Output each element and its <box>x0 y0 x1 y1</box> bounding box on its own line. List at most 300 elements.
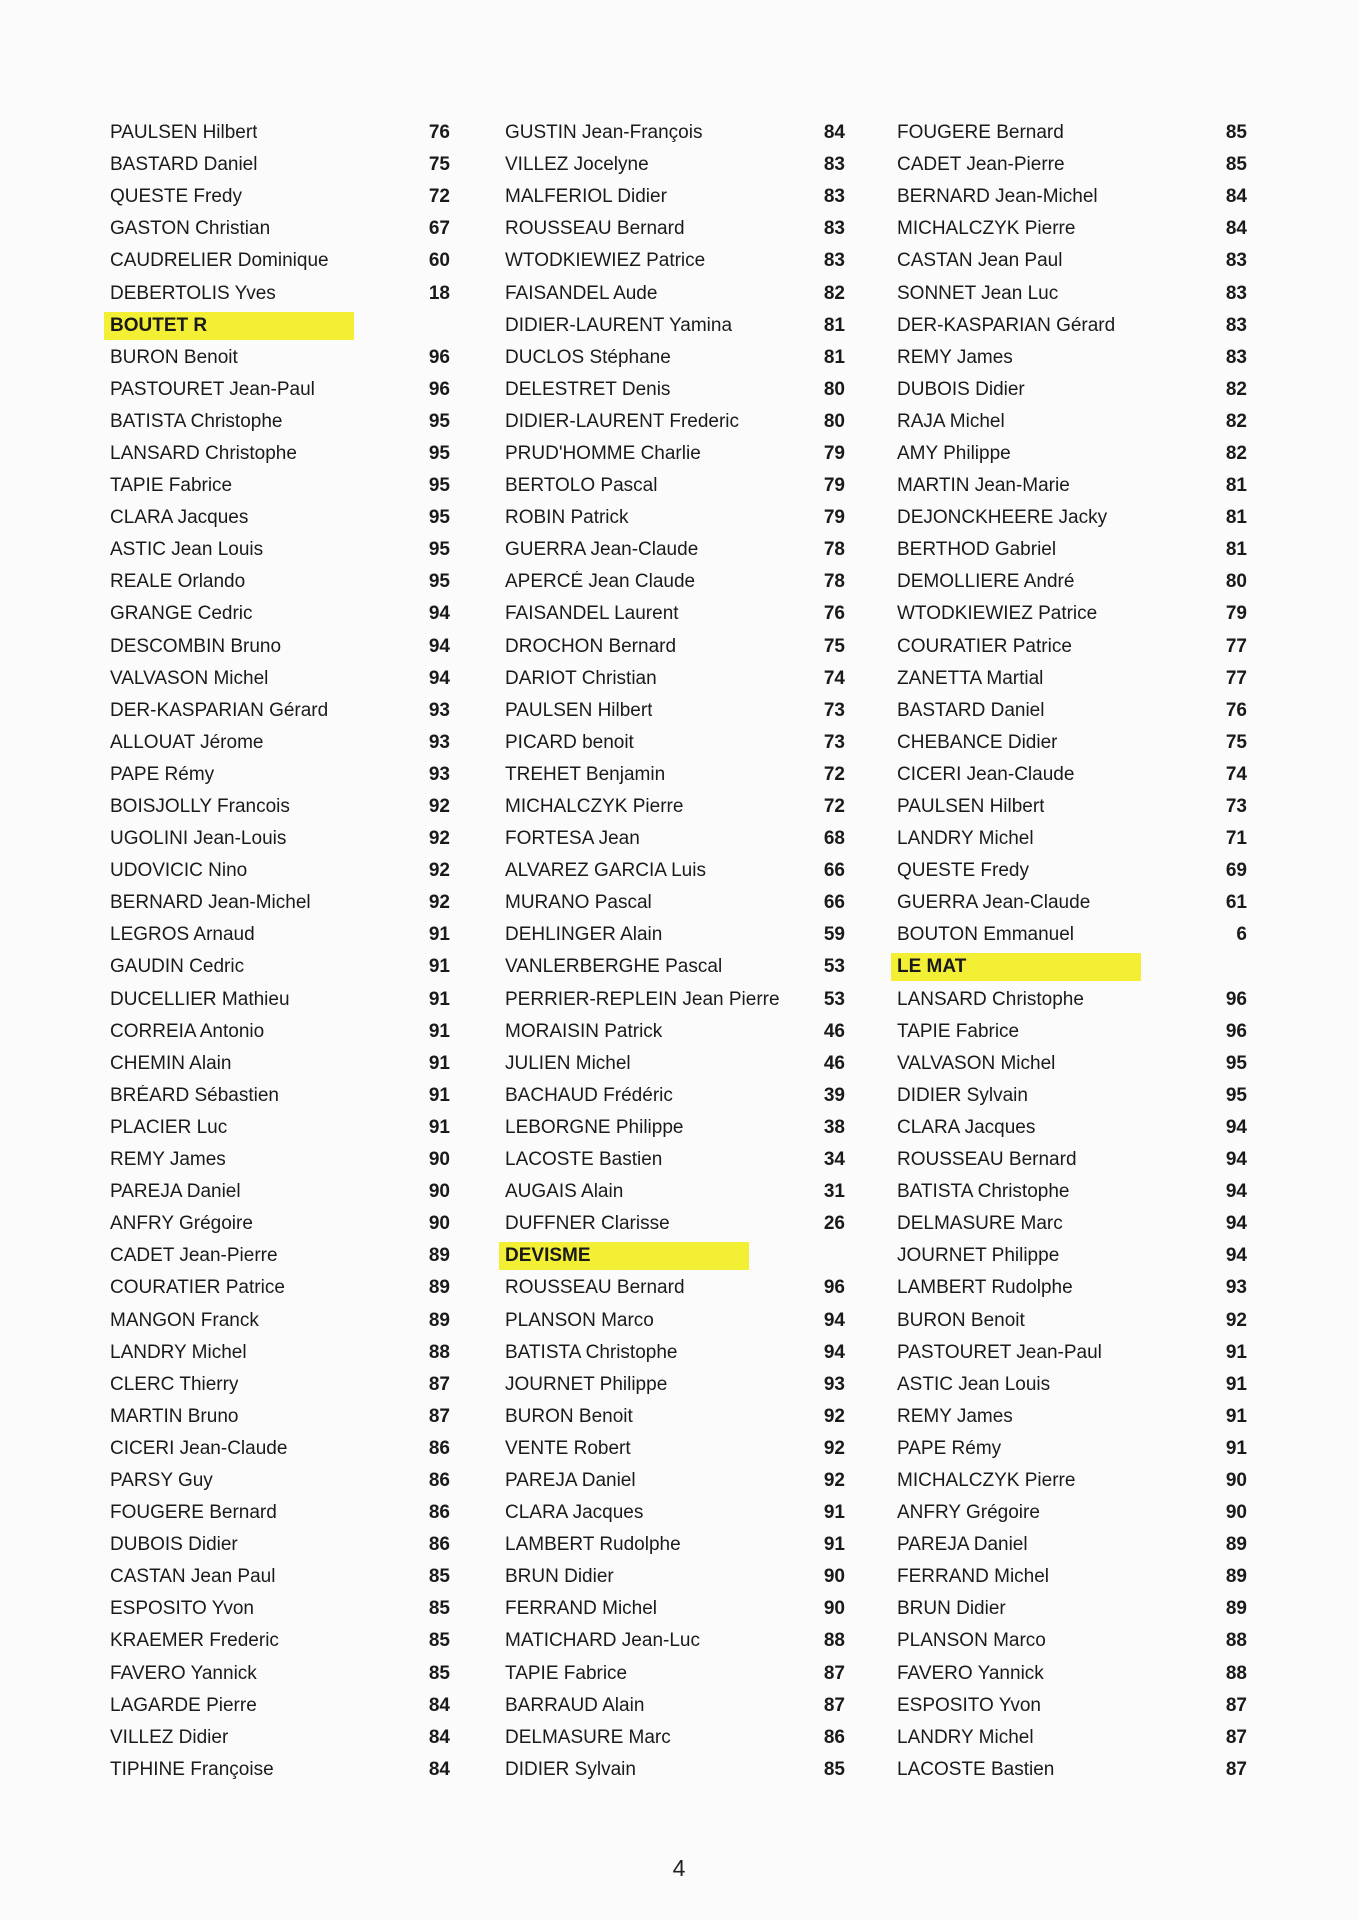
player-name: DEJONCKHEERE Jacky <box>897 507 1108 529</box>
player-name: ESPOSITO Yvon <box>110 1598 254 1620</box>
result-row <box>110 181 450 213</box>
result-row <box>110 855 450 887</box>
player-name: ZANETTA Martial <box>897 667 1044 689</box>
result-row <box>505 277 845 309</box>
result-row <box>505 727 845 759</box>
player-name: VILLEZ Didier <box>110 1726 229 1748</box>
result-row <box>897 117 1247 149</box>
player-name: PLANSON Marco <box>505 1309 654 1331</box>
player-name: CLARA Jacques <box>505 1502 644 1524</box>
player-name: CASTAN Jean Paul <box>110 1566 276 1588</box>
player-name: VALVASON Michel <box>897 1052 1056 1074</box>
result-row <box>897 919 1247 951</box>
group-header-label: DEVISME <box>499 1242 749 1270</box>
player-score: 90 <box>428 1181 450 1203</box>
result-row <box>505 566 845 598</box>
result-row <box>897 631 1247 663</box>
result-row <box>897 470 1247 502</box>
player-score: 84 <box>428 1758 450 1780</box>
player-name: PAULSEN Hilbert <box>505 699 653 721</box>
player-score: 72 <box>428 186 450 208</box>
player-score: 87 <box>1225 1758 1247 1780</box>
player-name: REMY James <box>897 1405 1013 1427</box>
result-row <box>110 1144 450 1176</box>
player-score: 84 <box>1225 186 1247 208</box>
result-row <box>110 1112 450 1144</box>
result-row <box>897 342 1247 374</box>
player-name: LAMBERT Rudolphe <box>505 1534 681 1556</box>
player-score: 67 <box>428 218 450 240</box>
player-name: BATISTA Christophe <box>897 1181 1070 1203</box>
player-score: 90 <box>823 1598 845 1620</box>
player-score: 85 <box>428 1662 450 1684</box>
player-score: 94 <box>1225 1149 1247 1171</box>
player-score: 80 <box>823 378 845 400</box>
player-name: BACHAUD Frédéric <box>505 1084 673 1106</box>
player-name: REMY James <box>110 1149 226 1171</box>
player-name: GUERRA Jean-Claude <box>505 539 699 561</box>
player-score: 88 <box>1225 1662 1247 1684</box>
player-score: 90 <box>1225 1469 1247 1491</box>
result-row <box>110 631 450 663</box>
player-name: VENTE Robert <box>505 1437 631 1459</box>
player-name: MALFERIOL Didier <box>505 186 667 208</box>
result-row <box>110 1208 450 1240</box>
player-score: 82 <box>1225 442 1247 464</box>
player-score: 96 <box>428 378 450 400</box>
result-row <box>110 663 450 695</box>
player-name: LANDRY Michel <box>897 828 1034 850</box>
result-row <box>110 374 450 406</box>
player-score: 6 <box>1236 924 1247 946</box>
result-row <box>897 1144 1247 1176</box>
player-score: 89 <box>428 1309 450 1331</box>
result-row <box>110 919 450 951</box>
player-score: 91 <box>428 924 450 946</box>
player-name: VILLEZ Jocelyne <box>505 154 649 176</box>
result-row <box>897 149 1247 181</box>
player-score: 96 <box>823 1277 845 1299</box>
player-score: 94 <box>823 1309 845 1331</box>
player-name: CADET Jean-Pierre <box>110 1245 278 1267</box>
player-score: 91 <box>1225 1341 1247 1363</box>
result-row <box>110 117 450 149</box>
player-name: PRUD'HOMME Charlie <box>505 442 701 464</box>
player-score: 77 <box>1225 635 1247 657</box>
player-name: BERNARD Jean-Michel <box>897 186 1098 208</box>
player-name: WTODKIEWIEZ Patrice <box>505 250 706 272</box>
player-name: BRÉARD Sébastien <box>110 1084 279 1106</box>
result-row <box>110 438 450 470</box>
result-row <box>505 791 845 823</box>
player-name: UDOVICIC Nino <box>110 860 248 882</box>
player-score: 95 <box>428 539 450 561</box>
result-row <box>897 1529 1247 1561</box>
player-name: QUESTE Fredy <box>897 860 1029 882</box>
player-name: BURON Benoit <box>897 1309 1025 1331</box>
player-score: 79 <box>823 507 845 529</box>
result-row <box>505 663 845 695</box>
player-score: 83 <box>823 218 845 240</box>
player-score: 84 <box>428 1694 450 1716</box>
player-score: 91 <box>428 1052 450 1074</box>
player-name: FERRAND Michel <box>505 1598 658 1620</box>
player-name: GASTON Christian <box>110 218 271 240</box>
player-score: 93 <box>428 699 450 721</box>
player-score: 91 <box>428 1084 450 1106</box>
player-score: 85 <box>1225 122 1247 144</box>
player-name: PASTOURET Jean-Paul <box>897 1341 1102 1363</box>
player-name: GRANGE Cedric <box>110 603 253 625</box>
player-name: LEBORGNE Philippe <box>505 1116 684 1138</box>
player-name: BRUN Didier <box>505 1566 614 1588</box>
player-score: 83 <box>823 154 845 176</box>
result-row <box>505 1176 845 1208</box>
player-name: MICHALCZYK Pierre <box>897 218 1076 240</box>
player-name: ANFRY Grégoire <box>897 1502 1040 1524</box>
player-name: DUFFNER Clarisse <box>505 1213 670 1235</box>
player-name: ALVAREZ GARCIA Luis <box>505 860 706 882</box>
player-score: 71 <box>1225 828 1247 850</box>
player-score: 78 <box>823 571 845 593</box>
player-name: BASTARD Daniel <box>897 699 1045 721</box>
result-row <box>897 1754 1247 1786</box>
page-number: 4 <box>672 1855 686 1881</box>
player-name: GAUDIN Cedric <box>110 956 245 978</box>
player-score: 87 <box>1225 1694 1247 1716</box>
player-score: 53 <box>823 956 845 978</box>
result-row <box>505 1465 845 1497</box>
player-name: ASTIC Jean Louis <box>110 539 264 561</box>
result-row <box>897 759 1247 791</box>
player-name: JOURNET Philippe <box>897 1245 1060 1267</box>
result-row <box>110 1401 450 1433</box>
player-name: ASTIC Jean Louis <box>897 1373 1051 1395</box>
player-score: 89 <box>1225 1598 1247 1620</box>
player-score: 86 <box>428 1469 450 1491</box>
player-name: REALE Orlando <box>110 571 246 593</box>
player-score: 96 <box>1225 1020 1247 1042</box>
player-score: 39 <box>823 1084 845 1106</box>
player-name: PICARD benoit <box>505 731 634 753</box>
result-row <box>897 438 1247 470</box>
result-row <box>897 277 1247 309</box>
player-name: PAREJA Daniel <box>505 1469 636 1491</box>
player-name: ROBIN Patrick <box>505 507 629 529</box>
player-score: 92 <box>428 892 450 914</box>
player-score: 81 <box>1225 475 1247 497</box>
result-row <box>897 1304 1247 1336</box>
result-row <box>110 1048 450 1080</box>
player-name: BERTHOD Gabriel <box>897 539 1057 561</box>
player-name: COURATIER Patrice <box>897 635 1072 657</box>
result-row <box>505 502 845 534</box>
player-name: DIDIER Sylvain <box>897 1084 1028 1106</box>
player-score: 95 <box>428 475 450 497</box>
player-score: 85 <box>428 1566 450 1588</box>
result-row <box>505 310 845 342</box>
player-score: 95 <box>1225 1052 1247 1074</box>
player-name: AMY Philippe <box>897 442 1011 464</box>
player-name: LACOSTE Bastien <box>505 1149 663 1171</box>
result-row <box>505 919 845 951</box>
player-name: PAREJA Daniel <box>897 1534 1028 1556</box>
result-row <box>110 823 450 855</box>
player-score: 83 <box>1225 282 1247 304</box>
player-name: CICERI Jean-Claude <box>110 1437 288 1459</box>
result-row <box>505 1401 845 1433</box>
player-score: 79 <box>1225 603 1247 625</box>
result-row <box>110 1433 450 1465</box>
player-score: 84 <box>823 122 845 144</box>
player-score: 82 <box>1225 410 1247 432</box>
player-name: RAJA Michel <box>897 410 1005 432</box>
result-row <box>505 1722 845 1754</box>
player-score: 82 <box>823 282 845 304</box>
result-row <box>110 1561 450 1593</box>
result-row <box>110 1722 450 1754</box>
player-score: 46 <box>823 1020 845 1042</box>
result-row <box>505 342 845 374</box>
player-score: 87 <box>1225 1726 1247 1748</box>
player-score: 96 <box>428 346 450 368</box>
player-score: 91 <box>823 1534 845 1556</box>
player-name: ROUSSEAU Bernard <box>505 218 685 240</box>
player-name: MANGON Franck <box>110 1309 259 1331</box>
player-score: 86 <box>428 1502 450 1524</box>
player-score: 94 <box>428 603 450 625</box>
player-name: AUGAIS Alain <box>505 1181 624 1203</box>
player-name: CAUDRELIER Dominique <box>110 250 329 272</box>
player-score: 80 <box>1225 571 1247 593</box>
result-row <box>505 1690 845 1722</box>
player-score: 94 <box>1225 1116 1247 1138</box>
player-name: ESPOSITO Yvon <box>897 1694 1041 1716</box>
group-header <box>897 951 1247 983</box>
player-name: JOURNET Philippe <box>505 1373 668 1395</box>
result-row <box>505 438 845 470</box>
player-score: 90 <box>428 1149 450 1171</box>
result-row <box>505 1208 845 1240</box>
player-name: CICERI Jean-Claude <box>897 763 1075 785</box>
player-name: CHEBANCE Didier <box>897 731 1058 753</box>
result-row <box>897 1048 1247 1080</box>
player-score: 93 <box>823 1373 845 1395</box>
result-row <box>110 277 450 309</box>
player-score: 87 <box>823 1662 845 1684</box>
result-row <box>505 1658 845 1690</box>
result-row <box>897 1112 1247 1144</box>
player-name: DIDIER-LAURENT Yamina <box>505 314 733 336</box>
results-column-1 <box>110 117 450 1786</box>
player-score: 72 <box>823 796 845 818</box>
player-name: BERNARD Jean-Michel <box>110 892 311 914</box>
player-name: DIDIER Sylvain <box>505 1758 636 1780</box>
result-row <box>505 406 845 438</box>
result-row <box>897 887 1247 919</box>
result-row <box>110 1080 450 1112</box>
player-name: DELMASURE Marc <box>897 1213 1063 1235</box>
player-score: 83 <box>823 250 845 272</box>
player-score: 90 <box>428 1213 450 1235</box>
player-score: 95 <box>428 507 450 529</box>
result-row <box>897 1176 1247 1208</box>
result-row <box>897 823 1247 855</box>
player-name: BASTARD Daniel <box>110 154 258 176</box>
player-name: LEGROS Arnaud <box>110 924 255 946</box>
result-row <box>110 1658 450 1690</box>
player-score: 85 <box>428 1598 450 1620</box>
result-row <box>897 374 1247 406</box>
player-score: 86 <box>428 1437 450 1459</box>
player-name: DUCELLIER Mathieu <box>110 988 290 1010</box>
result-row <box>110 1690 450 1722</box>
result-row <box>897 1722 1247 1754</box>
player-name: BURON Benoit <box>110 346 238 368</box>
player-name: ALLOUAT Jérome <box>110 731 264 753</box>
player-score: 76 <box>823 603 845 625</box>
player-score: 76 <box>1225 699 1247 721</box>
player-name: DARIOT Christian <box>505 667 657 689</box>
result-row <box>505 695 845 727</box>
result-row <box>110 1625 450 1657</box>
player-name: LAGARDE Pierre <box>110 1694 257 1716</box>
player-name: MICHALCZYK Pierre <box>897 1469 1076 1491</box>
result-row <box>505 1593 845 1625</box>
player-score: 53 <box>823 988 845 1010</box>
result-row <box>897 727 1247 759</box>
player-name: DEMOLLIERE André <box>897 571 1075 593</box>
result-row <box>505 1272 845 1304</box>
player-score: 90 <box>1225 1502 1247 1524</box>
player-score: 87 <box>428 1373 450 1395</box>
result-row <box>110 951 450 983</box>
player-name: TIPHINE Françoise <box>110 1758 274 1780</box>
result-row <box>110 245 450 277</box>
result-row <box>505 1337 845 1369</box>
player-score: 72 <box>823 763 845 785</box>
result-row <box>110 695 450 727</box>
player-name: PASTOURET Jean-Paul <box>110 378 315 400</box>
player-score: 75 <box>428 154 450 176</box>
result-row <box>897 1337 1247 1369</box>
player-score: 75 <box>823 635 845 657</box>
player-score: 84 <box>1225 218 1247 240</box>
player-score: 86 <box>823 1726 845 1748</box>
player-score: 83 <box>1225 314 1247 336</box>
player-score: 90 <box>823 1566 845 1588</box>
result-row <box>110 1176 450 1208</box>
player-name: MARTIN Jean-Marie <box>897 475 1070 497</box>
result-row <box>505 759 845 791</box>
result-row <box>505 984 845 1016</box>
result-row <box>110 887 450 919</box>
player-score: 34 <box>823 1149 845 1171</box>
result-row <box>897 791 1247 823</box>
player-score: 38 <box>823 1116 845 1138</box>
player-score: 88 <box>823 1630 845 1652</box>
result-row <box>110 149 450 181</box>
player-name: REMY James <box>897 346 1013 368</box>
player-name: PLACIER Luc <box>110 1116 228 1138</box>
player-score: 94 <box>823 1341 845 1363</box>
player-score: 75 <box>1225 731 1247 753</box>
player-score: 91 <box>428 1116 450 1138</box>
player-score: 91 <box>428 1020 450 1042</box>
player-name: DER-KASPARIAN Gérard <box>110 699 329 721</box>
player-name: PAULSEN Hilbert <box>897 796 1045 818</box>
player-score: 96 <box>1225 988 1247 1010</box>
player-name: LAMBERT Rudolphe <box>897 1277 1073 1299</box>
result-row <box>505 1754 845 1786</box>
player-name: CORREIA Antonio <box>110 1020 265 1042</box>
player-score: 61 <box>1225 892 1247 914</box>
result-row <box>110 213 450 245</box>
result-row <box>897 1208 1247 1240</box>
result-row <box>505 1369 845 1401</box>
player-name: PERRIER-REPLEIN Jean Pierre <box>505 988 780 1010</box>
result-row <box>110 759 450 791</box>
player-score: 95 <box>428 442 450 464</box>
result-row <box>897 502 1247 534</box>
player-name: COURATIER Patrice <box>110 1277 285 1299</box>
result-row <box>110 598 450 630</box>
player-score: 18 <box>428 282 450 304</box>
player-name: DUCLOS Stéphane <box>505 346 671 368</box>
result-row <box>897 310 1247 342</box>
player-name: MICHALCZYK Pierre <box>505 796 684 818</box>
player-score: 91 <box>1225 1373 1247 1395</box>
result-row <box>505 374 845 406</box>
player-score: 46 <box>823 1052 845 1074</box>
player-score: 88 <box>428 1341 450 1363</box>
result-row <box>897 1433 1247 1465</box>
player-score: 92 <box>823 1437 845 1459</box>
player-name: QUESTE Fredy <box>110 186 242 208</box>
player-score: 73 <box>1225 796 1247 818</box>
player-name: ROUSSEAU Bernard <box>505 1277 685 1299</box>
result-row <box>505 631 845 663</box>
player-name: DELMASURE Marc <box>505 1726 671 1748</box>
player-score: 83 <box>1225 250 1247 272</box>
result-row <box>897 181 1247 213</box>
result-row <box>505 470 845 502</box>
player-score: 94 <box>1225 1181 1247 1203</box>
player-name: CLARA Jacques <box>897 1116 1036 1138</box>
player-name: MURANO Pascal <box>505 892 652 914</box>
player-name: GUERRA Jean-Claude <box>897 892 1091 914</box>
result-row <box>897 406 1247 438</box>
player-score: 87 <box>823 1694 845 1716</box>
result-row <box>897 1016 1247 1048</box>
player-score: 92 <box>428 828 450 850</box>
player-score: 92 <box>1225 1309 1247 1331</box>
result-row <box>505 1433 845 1465</box>
result-row <box>110 534 450 566</box>
player-name: WTODKIEWIEZ Patrice <box>897 603 1098 625</box>
player-score: 91 <box>823 1502 845 1524</box>
result-row <box>505 1529 845 1561</box>
player-score: 85 <box>1225 154 1247 176</box>
result-row <box>505 1304 845 1336</box>
result-row <box>897 1690 1247 1722</box>
player-name: APERCÉ Jean Claude <box>505 571 696 593</box>
group-header-label: LE MAT <box>891 953 1141 981</box>
result-row <box>110 470 450 502</box>
player-score: 94 <box>428 667 450 689</box>
player-score: 88 <box>1225 1630 1247 1652</box>
player-score: 81 <box>1225 507 1247 529</box>
